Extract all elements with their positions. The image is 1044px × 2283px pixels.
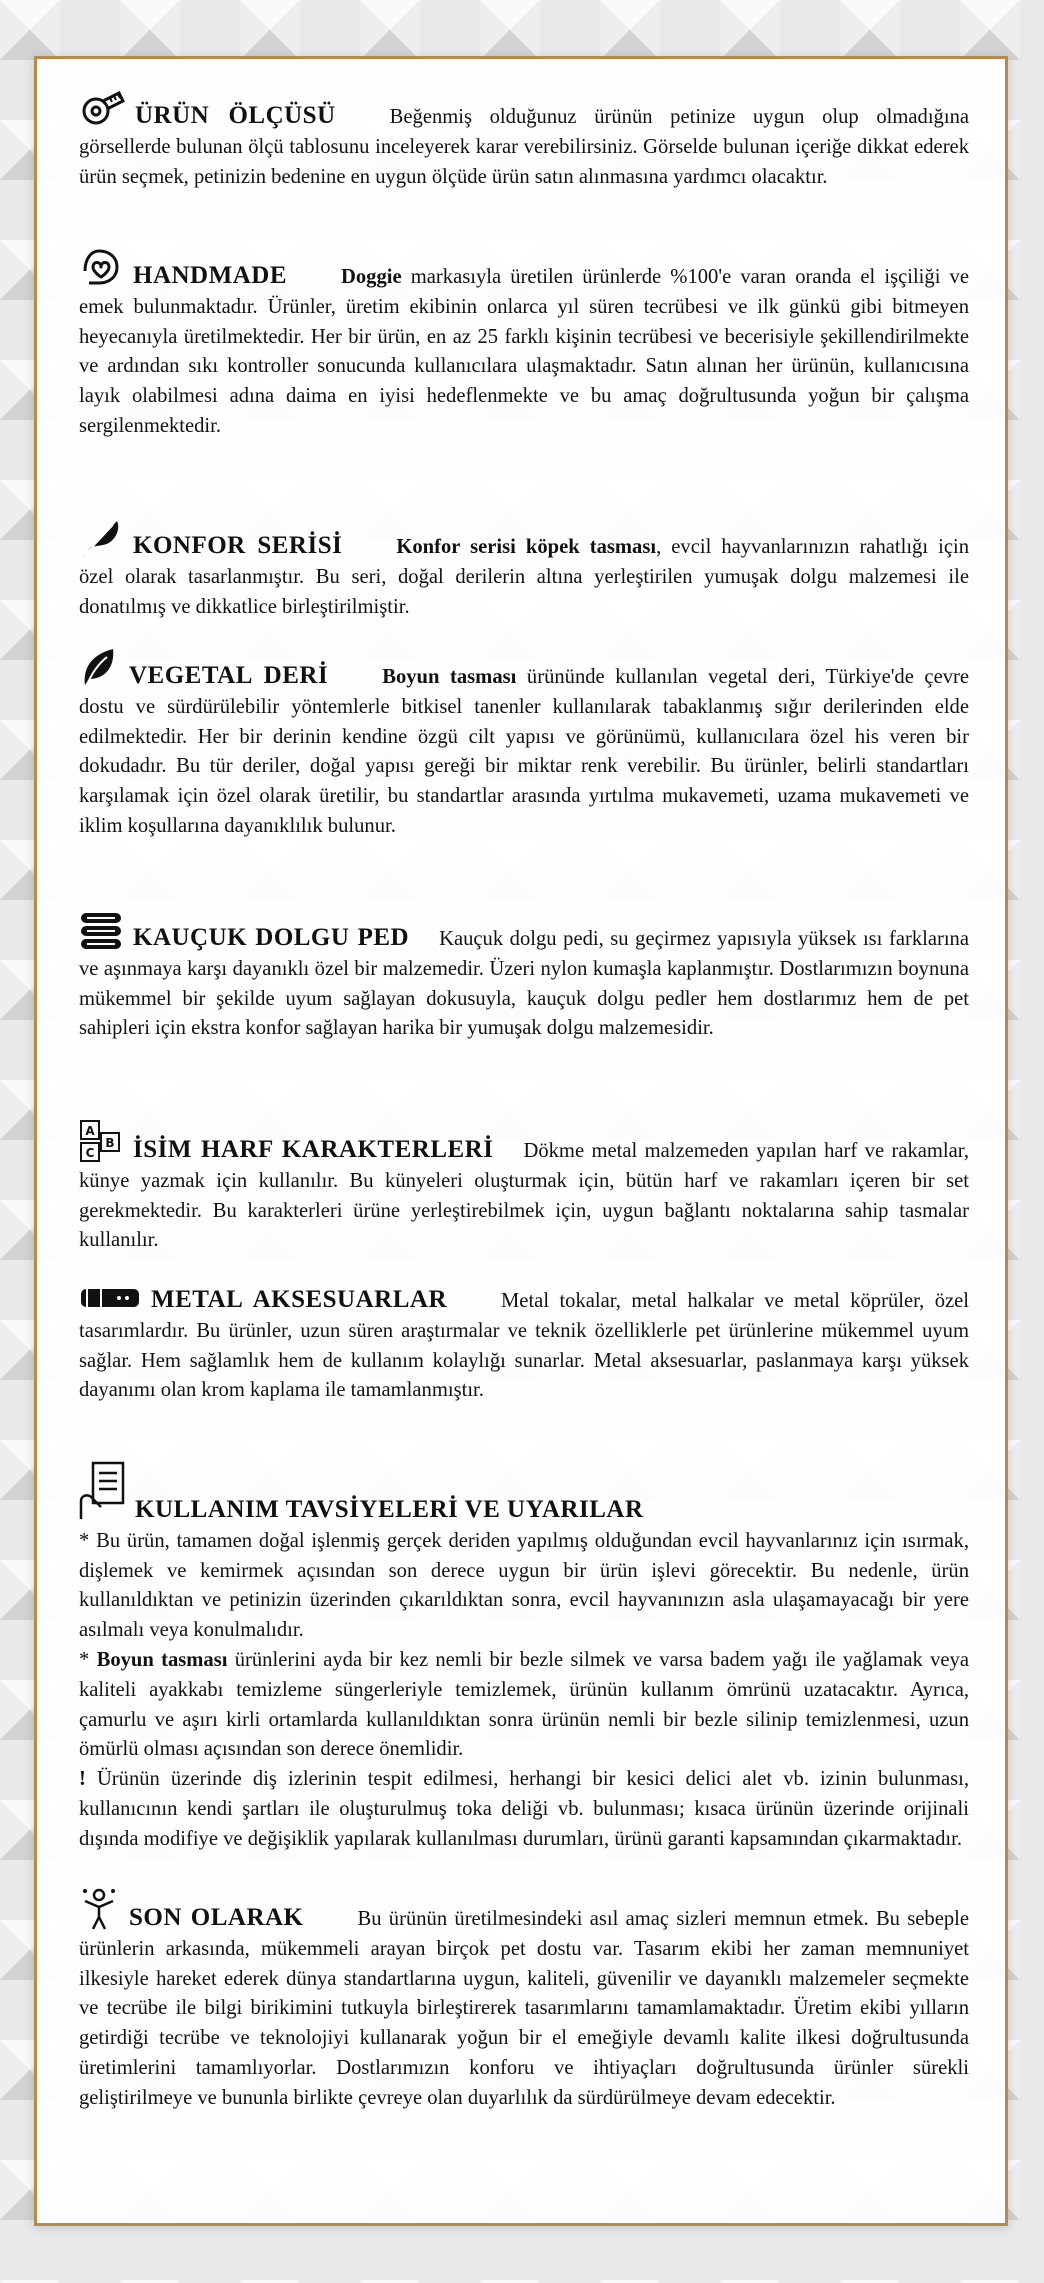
section-kullanim-tavsiyeleri [79,1461,969,1855]
section-text: Dökme metal malzemeden yapılan harf ve rakamlar, künye yazmak için kullanılır. Bu künyeleri oluşturmak için, bütün harf ve rakamları içeren bir set gerekmektedir. Bu karakterleri ürüne yerleştirebilmek için, uygun bağlantı noktalarına sahip tasmalar kullanılır. [79,1140,969,1252]
tape-measure-icon [79,89,125,129]
bold-lead: Konfor serisi köpek tasması [396,536,657,558]
section-isim-harf-karakterleri [79,1119,969,1256]
section-title: İSİM HARF KARAKTERLERİ [133,1136,494,1163]
section-title: METAL AKSESUARLAR [151,1286,447,1313]
section-metal-aksesuarlar [79,1283,969,1406]
section-kaucuk-dolgu-ped [79,911,969,1044]
hand-heart-icon [79,245,123,289]
warning-paragraph-1: * Bu ürün, tamamen doğal işlenmiş gerçek deriden yapılmış olduğundan evcil hayvanlarınız için ısırmak, dişlemek ve kemirmek açısından son derece uygun bir ürün işlevi görecektir. Bu nedenle, ürün kullanıldıktan ve petinizin üzerinden çıkarıldıktan sonra, evcil hayvanınızın asla ulaşamayacağı bir yere asılmalı veya konulmalıdır. [79,1529,969,1642]
section-text: , evcil hayvanlarınızın rahatlığı için özel olarak tasarlanmıştır. Bu seri, doğal derilerin altına yerleştirilen yumuşak dolgu malzemesi ile donatılmış ve dikkatlice birleştirilmiştir. [79,536,969,618]
section-handmade [79,245,969,442]
section-konfor-serisi [79,515,969,622]
section-title: ÜRÜN ÖLÇÜSÜ [135,102,336,129]
leaf-icon [79,645,119,689]
section-urun-olcusu [79,89,969,192]
svg-text:B: B [105,1136,115,1150]
bold-lead: Boyun tasması [382,666,517,688]
bold-lead: Boyun tasması [96,1648,228,1671]
section-title: SON OLARAK [129,1904,304,1931]
section-text: Metal tokalar, metal halkalar ve metal köprüler, özel tasarımlardır. Bu ürünler, uzun süren araştırmalar ve teknik özelliklerle pet ürünlerine mükemmel uyum sağlar. Hem sağlamlık hem de kullanım kolaylığı sunarlar. Metal aksesuarlar, paslanmaya karşı yüksek dayanımı olan krom kaplama ile tamamlanmıştır. [79,1290,969,1402]
collar-icon [79,1283,141,1313]
section-title: HANDMADE [133,262,287,289]
warning-paragraph-3: ! Ürünün üzerinde diş izlerinin tespit edilmesi, herhangi bir kesici delici alet vb. izinin bulunması, kullanıcının kendi şartları ile oluşturulmuş toka deliği vb. bulunması; kısaca ürünün üzerinde orijinali dışında modifiye ve değişiklik yapılarak kullanılması durumları, ürünü garanti kapsamından çıkarmaktadır. [79,1768,969,1850]
layers-icon [79,911,123,951]
abc-blocks-icon [79,1119,123,1163]
section-vegetal-deri [79,645,969,842]
brand-name: Doggie [341,266,402,288]
section-title: KULLANIM TAVSİYELERİ VE UYARILAR [135,1496,644,1523]
section-text: ürününde kullanılan vegetal deri, Türkiye'de çevre dostu ve sürdürülebilir yöntemlerle bitkisel tanenler kullanılarak tabaklanmış sığır derilerinden elde edilmektedir. Her bir derinin kendine özgü cilt yapısı ve görünümü, kullanıcılara özel his veren bir dokudadır. Bu tür deriler, doğal yapısı gereği bir miktar renk verebilir. Bu ürünler, belirli standartları karşılamak için özel olarak üretilir, bu standartlar arasında yırtılma mukavemeti, uzama mukavemeti ve iklim koşullarına dayanıklılık bulunur. [79,666,969,837]
section-text: Kauçuk dolgu pedi, su geçirmez yapısıyla yüksek ısı farklarına ve aşınmaya karşı dayanıklı özel bir malzemedir. Üzeri nylon kumaşla kaplanmıştır. Dostlarımızın boynuna mükemmel bir şekilde uyum sağlayan dokusuyla, kauçuk dolgu pedler hem dostlarımız hem de pet sahipleri için ekstra konfor sağlayan harika bir yumuşak dolgu malzemesidir. [79,928,969,1040]
section-text: markasıyla üretilen ürünlerde %100'e varan oranda el işçiliği ve emek bulunmaktadır. Ürünler, üretim ekibinin onlarca yıl süren tecrübesi ve ilk günkü gibi bitmeyen heyecanıyla üretilmektedir. Her bir ürün, en az 25 farklı kişinin tecrübesi ve becerisiyle şekillendirilmekte ve ardından sıkı kontroller sonucunda kullanıcılara ulaşmaktadır. Satın alınan her ürünün, kullanıcısına layık olabilmesi adına daima en iyisi hedeflenmekte ve bu amaç doğrultusunda yoğun bir çalışma sergilenmektedir. [79,266,969,437]
document-hand-icon [79,1461,125,1521]
section-title: VEGETAL DERİ [129,662,329,689]
person-stars-icon [79,1885,119,1931]
product-info-card [34,56,1008,2226]
svg-text:C: C [85,1146,95,1160]
warning-paragraph-2: * Boyun tasması ürünlerini ayda bir kez nemli bir bezle silmek ve varsa badem yağı ile yağlamak veya kaliteli ayakkabı temizleme süngerleriyle temizlemek, ürünün kullanım ömrünü uzatacaktır. Ayrıca, çamurlu ve aşırı kirli ortamlarda kullanıldıktan sonra ürünün nemli bir bezle silinip temizlenmesi, uzun ömürlü olması açısından son derece önemlidir. [79,1648,969,1761]
section-son-olarak [79,1885,969,2114]
exclamation-mark: ! [79,1768,86,1791]
svg-text:A: A [85,1124,95,1138]
section-title: KAUÇUK DOLGU PED [133,924,410,951]
feather-icon [79,515,123,559]
section-text: Bu ürünün üretilmesindeki asıl amaç sizleri memnun etmek. Bu sebeple ürünlerin arkasında, mükemmeli arayan birçok pet dostu var. Tasarım ekibi her zaman memnuniyet ilkesiyle hareket ederek dünya standartlarına uygun, kaliteli, güvenilir ve dayanıklı malzemeler seçmekte ve tecrübe ile bilgi birikimini tutkuyla birleştirerek tasarımlarını tamamlamaktadır. Üretim ekibi yılların getirdiği tecrübe ve teknolojiyi kullanarak yoğun bir el emeğiyle devamlı kalite ilkesi doğrultusunda üretimlerini tamamlıyorlar. Dostlarımızın konforu ve ihtiyaçları doğrultusunda ürünler sürekli geliştirilmeye ve bununla birlikte çevreye olan duyarlılık da sürdürülmeye devam edecektir. [79,1908,969,2109]
section-text: Beğenmiş olduğunuz ürünün petinize uygun olup olmadığına görsellerde bulunan ölçü tablosunu inceleyerek karar verebilirsiniz. Görselde bulunan içeriğe dikkat ederek ürün seçmek, petinizin bedenine en uygun ölçüde ürün satın alınmasına yardımcı olacaktır. [79,106,969,188]
section-title: KONFOR SERİSİ [133,532,343,559]
